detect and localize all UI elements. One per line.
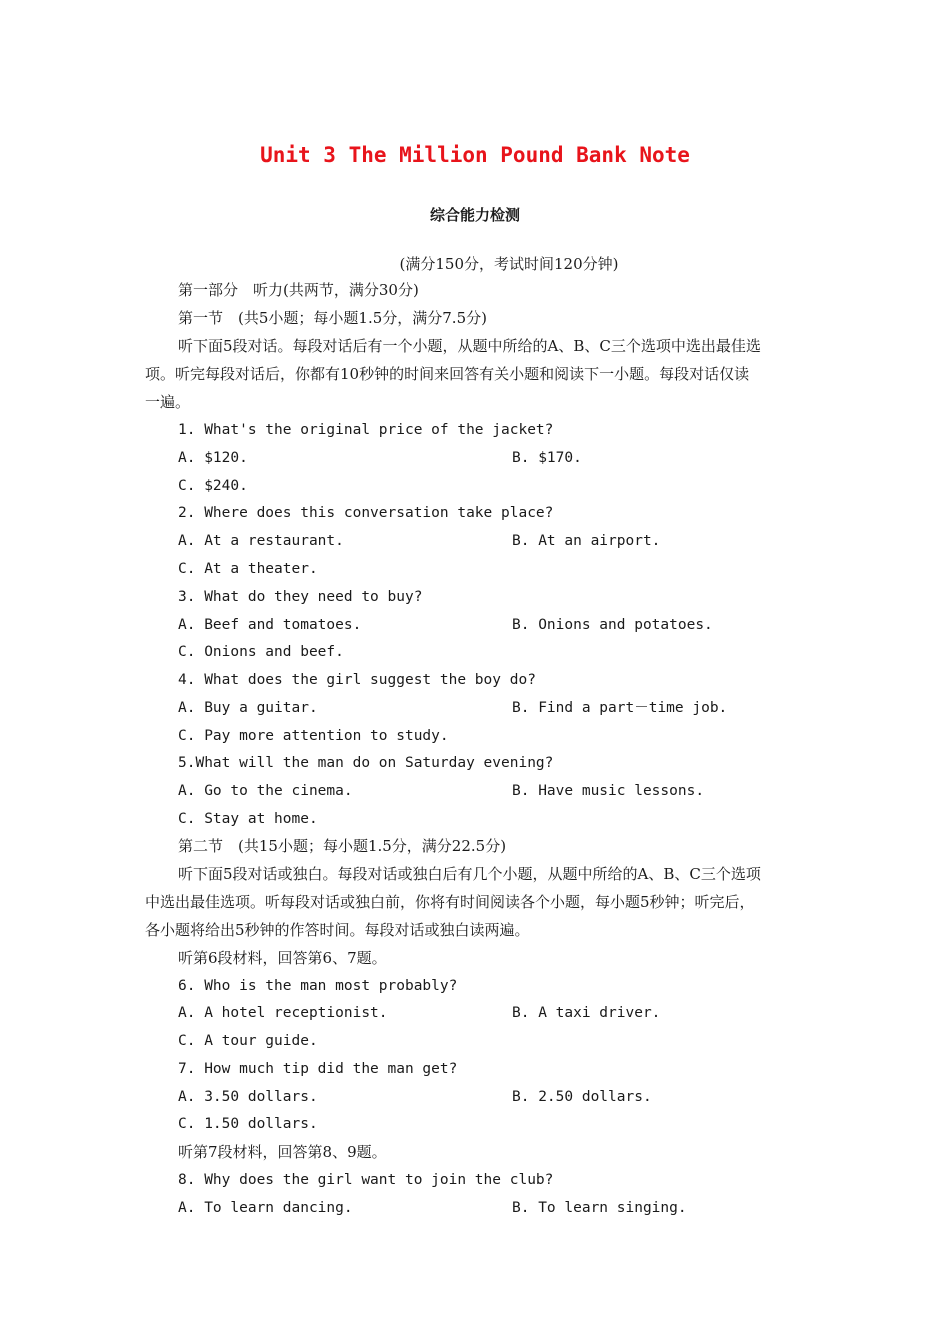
question-6-option-b: B. A taxi driver.	[512, 1005, 661, 1021]
question-6-option-a: A. A hotel receptionist.	[178, 1005, 388, 1021]
question-3-option-a: A. Beef and tomatoes.	[178, 617, 362, 633]
question-7-stem: 7. How much tip did the man get?	[178, 1061, 458, 1077]
question-8-stem: 8. Why does the girl want to join the club?	[178, 1172, 554, 1188]
question-3-stem: 3. What do they need to buy?	[178, 589, 423, 605]
part1-heading: 第一部分 听力(共两节，满分30分)	[178, 281, 419, 299]
section2-instructions-line2: 中选出最佳选项。听每段对话或独白前，你将有时间阅读各个小题，每小题5秒钟；听完后，	[145, 893, 755, 911]
page-subtitle: 综合能力检测	[429, 206, 520, 224]
section1-instructions-line1: 听下面5段对话。每段对话后有一个小题，从题中所给的A、B、C三个选项中选出最佳选	[178, 337, 761, 355]
question-2-stem: 2. Where does this conversation take place?	[178, 505, 554, 521]
section2-instructions-line3: 各小题将给出5秒钟的作答时间。每段对话或独白读两遍。	[145, 921, 530, 939]
section1-instructions-line3: 一遍。	[145, 393, 191, 411]
question-5-stem: 5.What will the man do on Saturday evening?	[178, 755, 554, 771]
question-1-option-b: B. $170.	[512, 450, 582, 466]
question-6-stem: 6. Who is the man most probably?	[178, 978, 458, 994]
material-6-heading: 听第6段材料，回答第6、7题。	[178, 949, 387, 967]
question-6-option-c: C. A tour guide.	[178, 1033, 318, 1049]
question-4-option-b: B. Find a part－time job.	[512, 700, 728, 716]
question-2-option-c: C. At a theater.	[178, 561, 318, 577]
question-7-option-c: C. 1.50 dollars.	[178, 1116, 318, 1132]
question-1-option-a: A. $120.	[178, 450, 248, 466]
question-1-option-c: C. $240.	[178, 478, 248, 494]
section2-instructions-line1: 听下面5段对话或独白。每段对话或独白后有几个小题，从题中所给的A、B、C三个选项	[178, 865, 761, 883]
question-1-stem: 1. What's the original price of the jacket?	[178, 422, 554, 438]
question-7-option-a: A. 3.50 dollars.	[178, 1089, 318, 1105]
question-4-option-a: A. Buy a guitar.	[178, 700, 318, 716]
question-4-option-c: C. Pay more attention to study.	[178, 728, 449, 744]
question-5-option-c: C. Stay at home.	[178, 811, 318, 827]
score-info: (满分150分，考试时间120分钟)	[399, 255, 619, 273]
question-5-option-a: A. Go to the cinema.	[178, 783, 353, 799]
question-5-option-b: B. Have music lessons.	[512, 783, 705, 799]
question-8-option-a: A. To learn dancing.	[178, 1200, 353, 1216]
question-7-option-b: B. 2.50 dollars.	[512, 1089, 652, 1105]
question-4-stem: 4. What does the girl suggest the boy do?	[178, 672, 536, 688]
material-7-heading: 听第7段材料，回答第8、9题。	[178, 1143, 387, 1161]
section1-heading: 第一节 (共5小题；每小题1.5分，满分7.5分)	[178, 309, 487, 327]
section1-instructions-line2: 项。听完每段对话后，你都有10秒钟的时间来回答有关小题和阅读下一小题。每段对话仅读	[145, 365, 750, 383]
question-2-option-a: A. At a restaurant.	[178, 533, 344, 549]
section2-heading: 第二节 (共15小题；每小题1.5分，满分22.5分)	[178, 837, 507, 855]
question-3-option-c: C. Onions and beef.	[178, 644, 344, 660]
question-8-option-b: B. To learn singing.	[512, 1200, 687, 1216]
question-2-option-b: B. At an airport.	[512, 533, 661, 549]
question-3-option-b: B. Onions and potatoes.	[512, 617, 713, 633]
page-title: Unit 3 The Million Pound Bank Note	[260, 143, 690, 167]
